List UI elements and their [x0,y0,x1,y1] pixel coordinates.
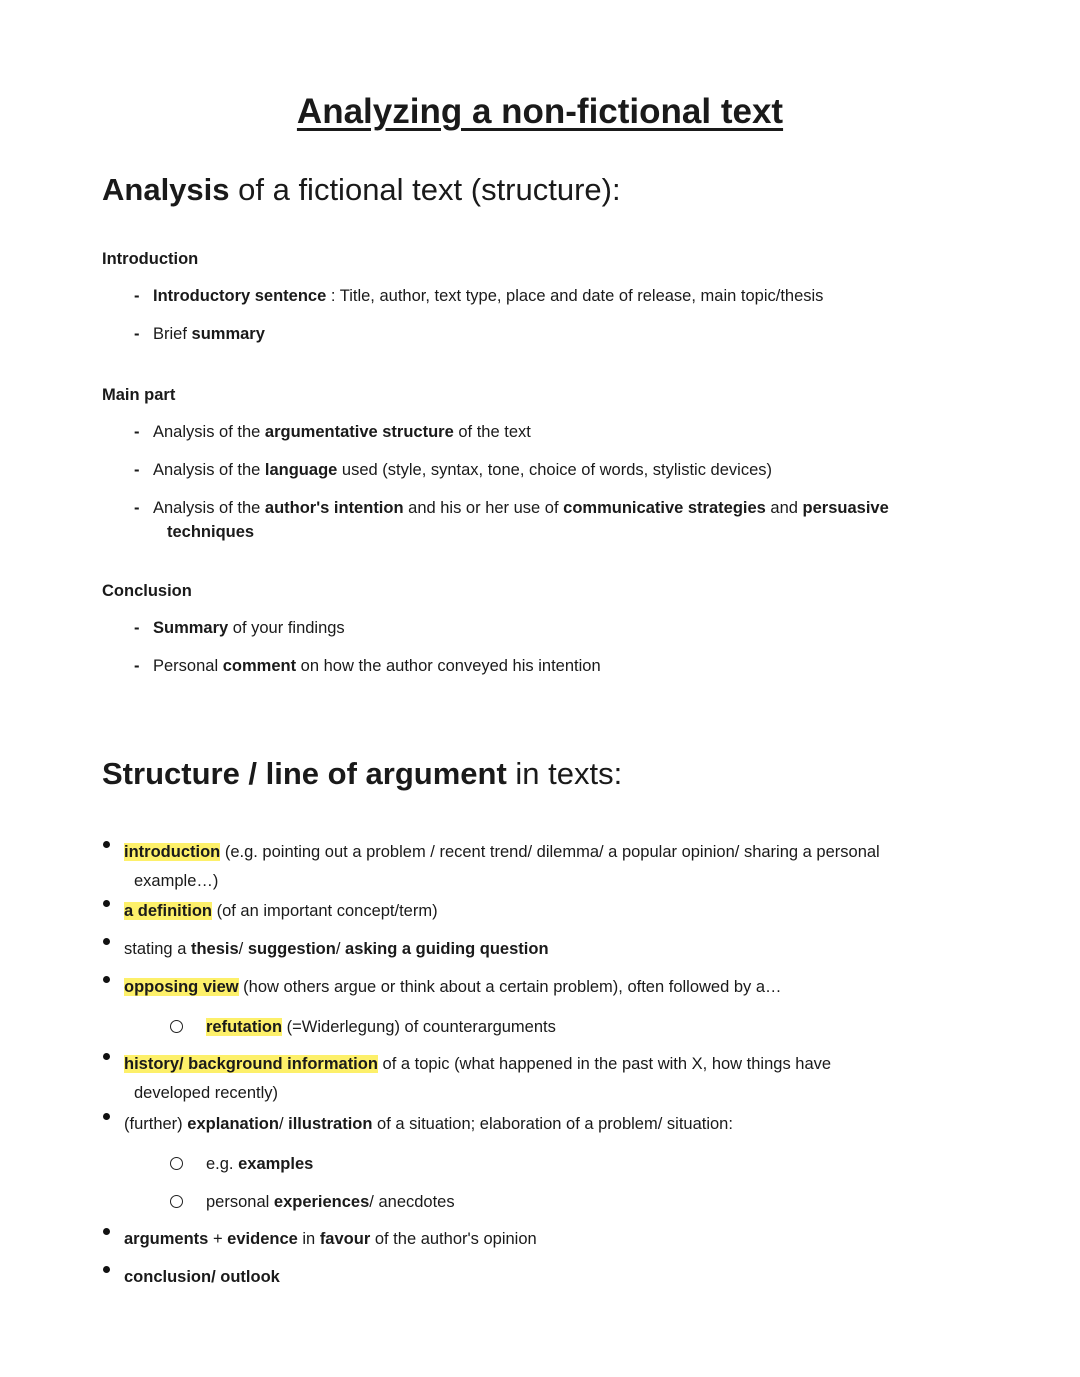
section-main-part: Main part [102,386,176,404]
list-item-continuation: example…) [134,872,219,890]
list-item: - Analysis of the language used (style, syntax, tone, choice of words, stylistic devices) [134,461,772,479]
list-item: stating a thesis/ suggestion/ asking a guiding question [124,940,549,958]
list-item: - Personal comment on how the author conveyed his intention [134,657,601,675]
section-introduction: Introduction [102,250,199,268]
list-item: - Brief summary [134,325,265,343]
list-item: opposing view (how others argue or think about a certain problem), often followed by a… [124,978,782,996]
list-item-continuation: techniques [167,523,255,541]
list-item: (further) explanation/ illustration of a situation; elaboration of a problem/ situation: [124,1115,733,1133]
list-item: a definition (of an important concept/term) [124,902,438,920]
bullet-icon [103,938,110,945]
sub-list-item: refutation (=Widerlegung) of counterarguments [206,1018,556,1036]
circle-bullet-icon [170,1157,183,1170]
list-item: - Analysis of the argumentative structure of the text [134,423,531,441]
sub-list-item: personal experiences/ anecdotes [206,1193,455,1211]
section-conclusion: Conclusion [102,582,192,600]
list-item: conclusion/ outlook [124,1268,280,1286]
bullet-icon [103,976,110,983]
list-item: introduction (e.g. pointing out a problem / recent trend/ dilemma/ a popular opinion/ sharing a personal [124,843,880,861]
structure-heading: Structure / line of argument in texts: [102,756,623,791]
list-item: history/ background information of a topic (what happened in the past with X, how things have [124,1055,832,1073]
list-item: - Analysis of the author's intention and his or her use of communicative strategies and persuasive [134,499,889,517]
circle-bullet-icon [170,1195,183,1208]
bullet-icon [103,841,110,848]
list-item-continuation: developed recently) [134,1084,279,1102]
list-item: - Introductory sentence : Title, author, text type, place and date of release, main topic/thesis [134,287,824,305]
list-item: arguments + evidence in favour of the author's opinion [124,1230,537,1248]
bullet-icon [103,1053,110,1060]
circle-bullet-icon [170,1020,183,1033]
bullet-icon [103,1228,110,1235]
bullet-icon [103,1113,110,1120]
analysis-heading: Analysis of a fictional text (structure): [102,172,621,207]
sub-list-item: e.g. examples [206,1155,314,1173]
page-title: Analyzing a non-fictional text [296,92,784,131]
bullet-icon [103,900,110,907]
bullet-icon [103,1266,110,1273]
list-item: - Summary of your findings [134,619,345,637]
